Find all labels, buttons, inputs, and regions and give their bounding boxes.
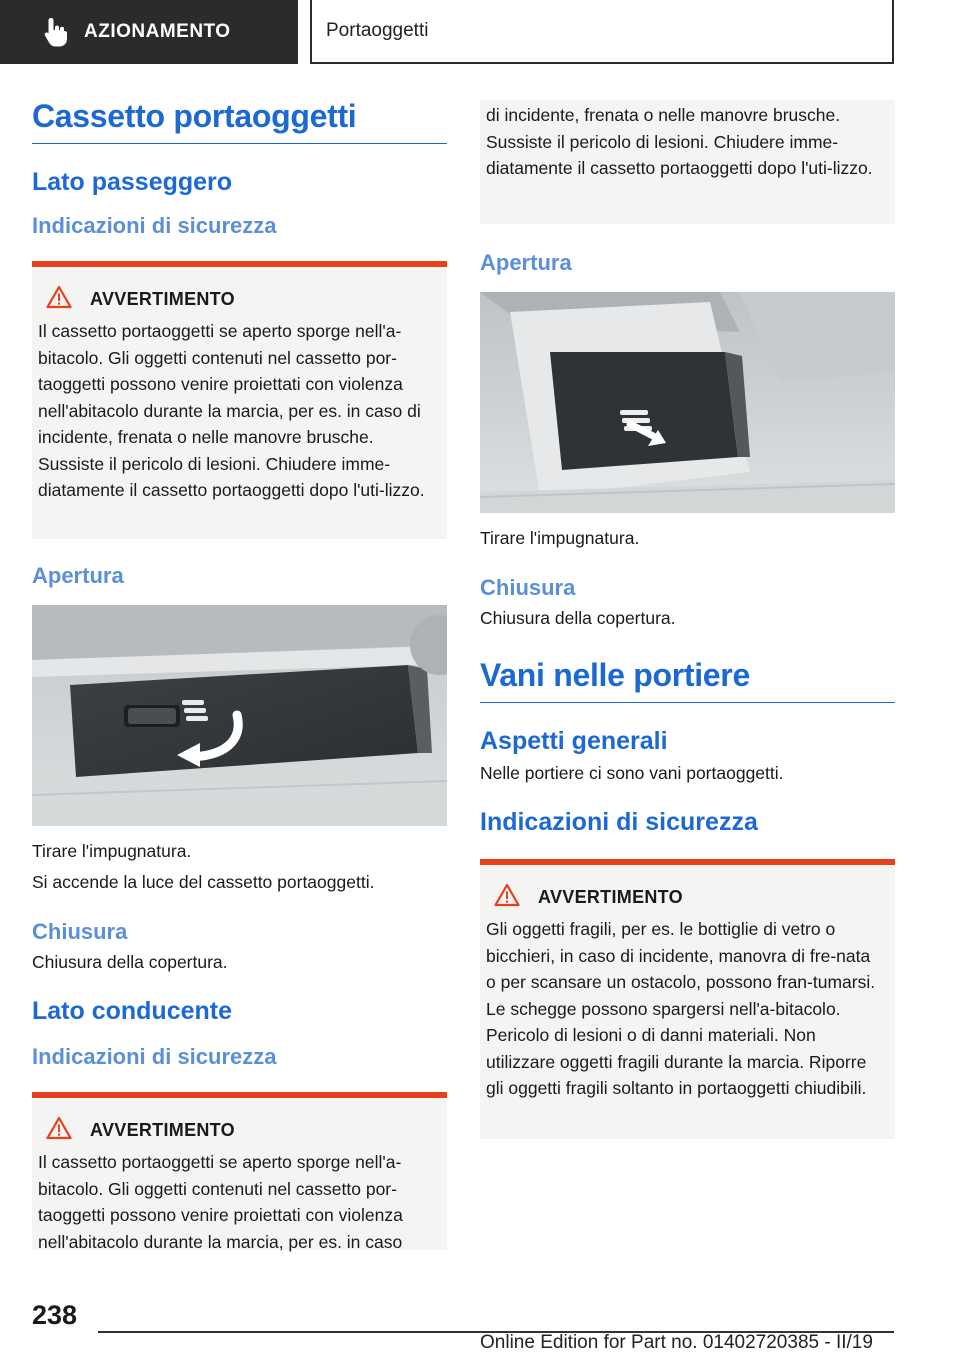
heading-opening-passenger: Apertura xyxy=(32,563,124,588)
warning-text: Il cassetto portaoggetti se aperto sporge nell'a-bitacolo. Gli oggetti contenuti nel cassetto por-taoggetti possono venire proiettati con violenza nell'abitacolo durante la marcia, per es. in caso xyxy=(38,1152,403,1252)
warning-title: AVVERTIMENTO xyxy=(90,1120,235,1140)
illustration-passenger-glovebox xyxy=(32,605,447,826)
text-opening-1: Tirare l'impugnatura. xyxy=(32,841,192,861)
left-column xyxy=(32,98,447,1250)
heading-safety-doors: Indicazioni di sicurezza xyxy=(480,808,758,836)
warning-title: AVVERTIMENTO xyxy=(90,289,235,309)
illustration-driver-glovebox xyxy=(480,292,895,513)
warning-box-driver-continued xyxy=(480,100,895,224)
heading-opening-driver: Apertura xyxy=(480,250,572,275)
hand-pointer-icon xyxy=(36,12,76,52)
title-glovebox: Cassetto portaoggetti xyxy=(32,98,447,144)
heading-driver-side: Lato conducente xyxy=(32,997,233,1025)
edition-note: Online Edition for Part no. 01402720385 - II/19 xyxy=(480,1332,873,1353)
heading-passenger-side: Lato passeggero xyxy=(32,168,233,196)
heading-closing-driver: Chiusura xyxy=(480,575,576,600)
chapter-label: Portaoggetti xyxy=(326,20,429,41)
heading-safety-passenger: Indicazioni di sicurezza xyxy=(32,213,277,238)
warning-text: Gli oggetti fragili, per es. le bottiglie di vetro o bicchieri, in caso di incidente, manovra di fre-nata o per scansare un ostacolo, possono fran-tumarsi. Le schegge possono spargersi nell'a-bitacolo. Pericolo di lesioni o di danni materiali. Non utilizzare oggetti fragili durante la marcia. Riporre gli oggetti fragili soltanto in portaoggetti chiudibili. xyxy=(486,919,876,1098)
warning-triangle-icon xyxy=(494,883,520,912)
page-number: 238 xyxy=(32,1300,78,1330)
warning-box-driver xyxy=(32,1092,447,1250)
text-opening-2: Si accende la luce del cassetto portaoggetti. xyxy=(32,872,375,892)
text-opening-driver: Tirare l'impugnatura. xyxy=(480,528,640,548)
text-closing-driver: Chiusura della copertura. xyxy=(480,608,676,628)
warning-triangle-icon xyxy=(46,1116,72,1145)
heading-closing-passenger: Chiusura xyxy=(32,919,128,944)
warning-box-passenger xyxy=(32,261,447,539)
title-door-pockets: Vani nelle portiere xyxy=(480,657,895,703)
section-label: AZIONAMENTO xyxy=(84,21,231,42)
warning-text: Il cassetto portaoggetti se aperto sporge nell'a-bitacolo. Gli oggetti contenuti nel cassetto por-taoggetti possono venire proiettati con violenza nell'abitacolo durante la marcia, per es. in caso di incidente, frenata o nelle manovre brusche. Sussiste il pericolo di lesioni. Chiudere imme-diatamente il cassetto portaoggetti dopo l'uti-lizzo. xyxy=(38,321,425,500)
warning-triangle-icon xyxy=(46,285,72,314)
chapter-tab xyxy=(310,0,894,64)
text-general: Nelle portiere ci sono vani portaoggetti. xyxy=(480,763,784,783)
warning-title: AVVERTIMENTO xyxy=(538,887,683,907)
page-header xyxy=(0,0,960,66)
text-closing-passenger: Chiusura della copertura. xyxy=(32,952,228,972)
warning-box-doors xyxy=(480,859,895,1139)
heading-safety-driver: Indicazioni di sicurezza xyxy=(32,1044,277,1069)
section-tab xyxy=(0,0,298,64)
warning-text-continued: di incidente, frenata o nelle manovre brusche. Sussiste il pericolo di lesioni. Chiudere imme-diatamente il cassetto portaoggetti dopo l'uti-lizzo. xyxy=(486,105,873,178)
right-column xyxy=(480,100,895,1139)
heading-general: Aspetti generali xyxy=(480,727,668,755)
